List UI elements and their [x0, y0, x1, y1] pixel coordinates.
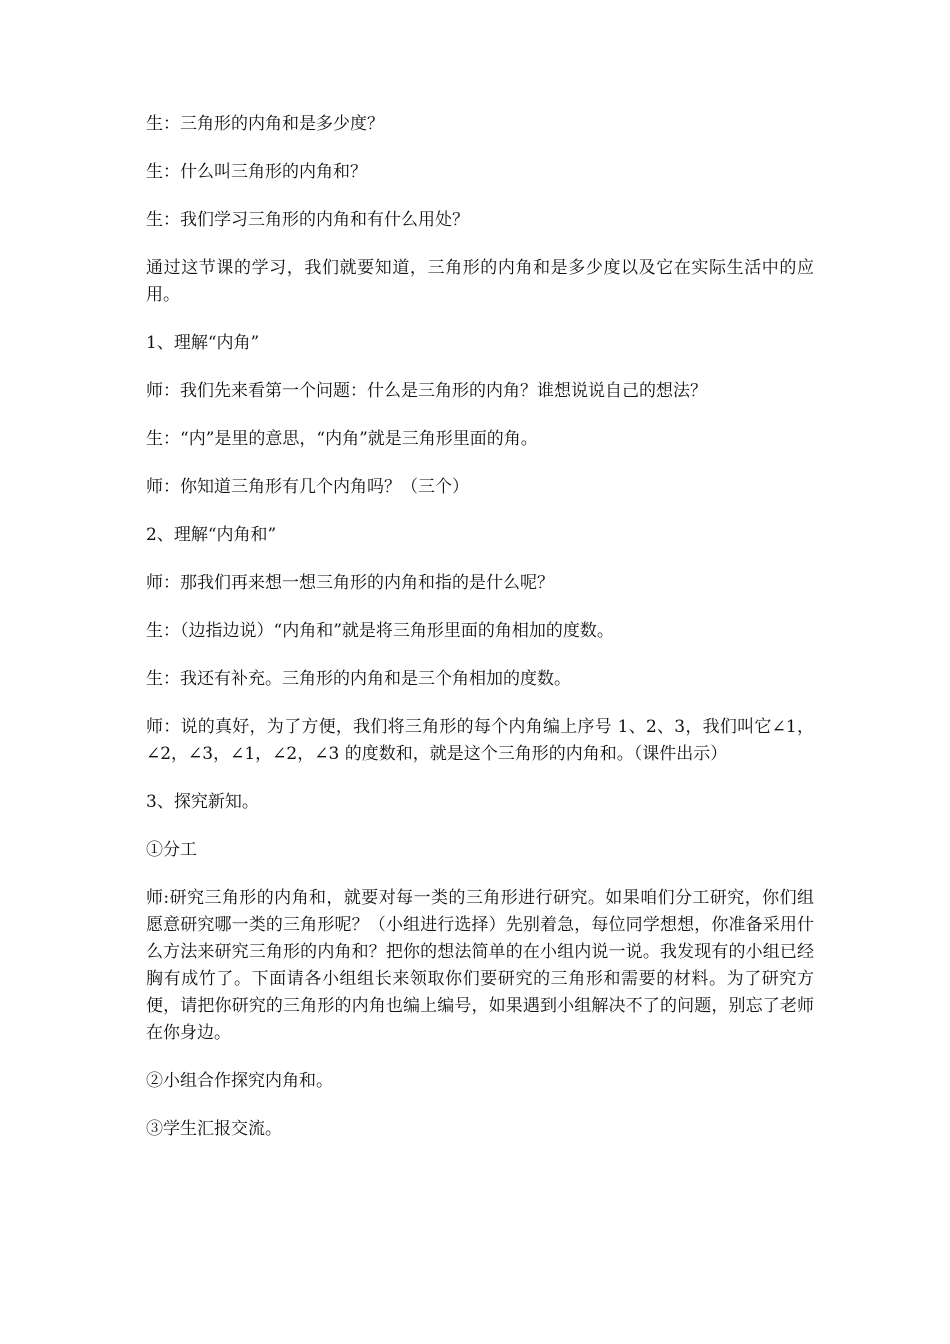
- section-heading: 1、理解“内角”: [146, 333, 260, 353]
- sub-heading: ③学生汇报交流。: [146, 1119, 282, 1139]
- sub-heading: ②小组合作探究内角和。: [146, 1071, 333, 1091]
- sub-heading: ①分工: [146, 840, 197, 860]
- dialogue-line: 师：你知道三角形有几个内角吗？（三个）: [146, 477, 469, 497]
- document-page: [146, 111, 814, 1164]
- dialogue-line: 生：我还有补充。三角形的内角和是三个角相加的度数。: [146, 669, 571, 689]
- section-heading: 3、探究新知。: [146, 792, 259, 812]
- body-paragraph: 通过这节课的学习，我们就要知道，三角形的内角和是多少度以及它在实际生活中的应用。: [146, 258, 814, 305]
- dialogue-line: 生：“内”是里的意思，“内角”就是三角形里面的角。: [146, 429, 538, 449]
- dialogue-line: 师：我们先来看第一个问题：什么是三角形的内角？谁想说说自己的想法？: [146, 381, 707, 401]
- dialogue-line: 生：三角形的内角和是多少度？: [146, 114, 384, 134]
- dialogue-line: 师:研究三角形的内角和，就要对每一类的三角形进行研究。如果咱们分工研究，你们组愿意研究哪一类的三角形呢？（小组进行选择）先别着急，每位同学想想，你准备采用什么方法来研究三角形的内角和？把你的想法简单的在小组内说一说。我发现有的小组已经胸有成竹了。下面请各小组组长来领取你们要研究的三角形和需要的材料。为了研究方便，请把你研究的三角形的内角也编上编号，如果遇到小组解决不了的问题，别忘了老师在你身边。: [146, 888, 814, 1043]
- section-heading: 2、理解“内角和”: [146, 525, 277, 545]
- dialogue-line: 生：（边指边说）“内角和”就是将三角形里面的角相加的度数。: [146, 621, 614, 641]
- dialogue-line: 师：那我们再来想一想三角形的内角和指的是什么呢？: [146, 573, 554, 593]
- dialogue-line: 师：说的真好，为了方便，我们将三角形的每个内角编上序号 1、2、3，我们叫它∠1，∠2，∠3，∠1，∠2，∠3 的度数和，就是这个三角形的内角和。（课件出示）: [146, 717, 814, 764]
- dialogue-line: 生：什么叫三角形的内角和？: [146, 162, 367, 182]
- dialogue-line: 生：我们学习三角形的内角和有什么用处？: [146, 210, 469, 230]
